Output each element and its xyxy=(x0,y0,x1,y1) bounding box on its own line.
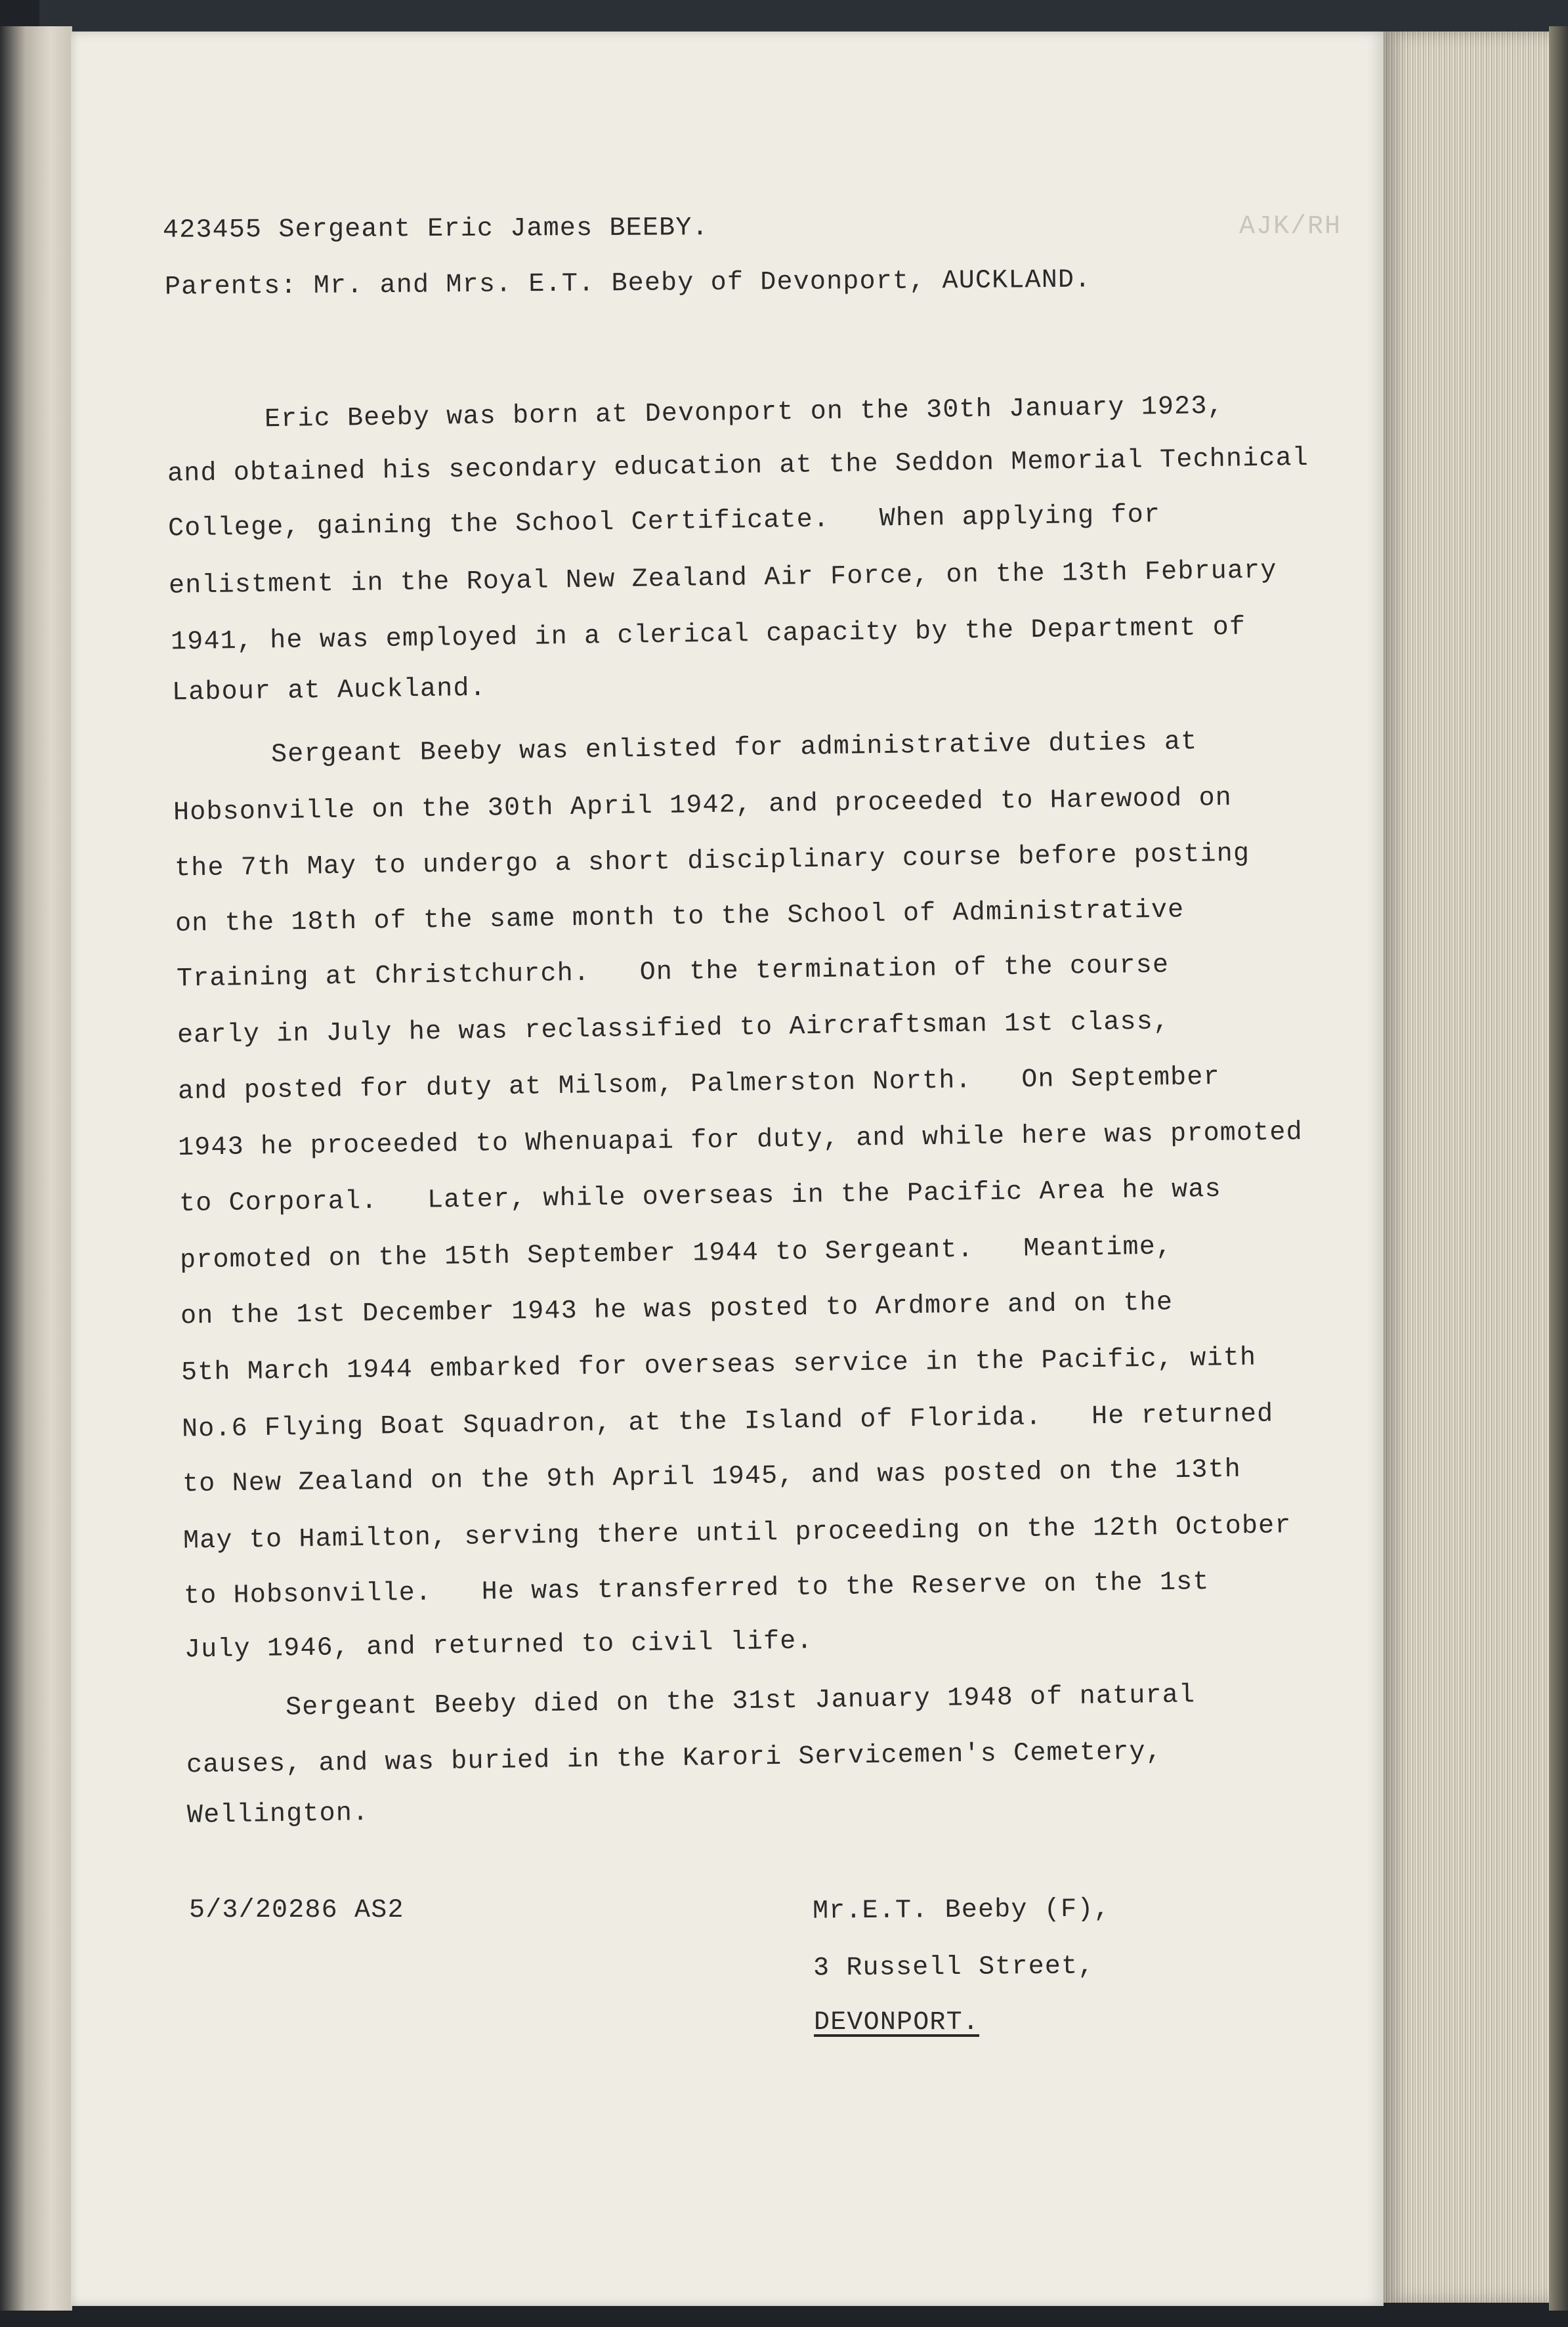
file-reference: 5/3/20286 AS2 xyxy=(189,1896,404,1925)
body-line: to Corporal. Later, while overseas in the Pacific Area he was xyxy=(179,1174,1222,1220)
body-line: 1941, he was employed in a clerical capacity by the Department of xyxy=(170,612,1246,658)
parents-line: Parents: Mr. and Mrs. E.T. Beeby of Devonport, AUCKLAND. xyxy=(164,265,1091,303)
document-page xyxy=(71,32,1384,2306)
body-line: the 7th May to undergo a short disciplinary course before posting xyxy=(174,839,1250,884)
body-line: No.6 Flying Boat Squadron, at the Island of Florida. He returned xyxy=(181,1399,1274,1445)
body-line: to Hobsonville. He was transferred to the Reserve on the 1st xyxy=(183,1568,1210,1612)
body-line: Labour at Auckland. xyxy=(171,673,487,708)
body-line: on the 1st December 1943 he was posted to Ardmore and on the xyxy=(180,1288,1174,1332)
body-line: causes, and was buried in the Karori Servicemen's Cemetery, xyxy=(186,1737,1163,1781)
body-line: on the 18th of the same month to the School of Administrative xyxy=(175,895,1185,939)
body-line: 5th March 1944 embarked for overseas service in the Pacific, with xyxy=(180,1343,1257,1388)
body-line: College, gaining the School Certificate. When applying for xyxy=(167,500,1161,544)
body-line: and posted for duty at Milsom, Palmerston North. On September xyxy=(177,1062,1221,1107)
address-street: 3 Russell Street, xyxy=(813,1952,1095,1984)
body-line: Training at Christchurch. On the termination of the course xyxy=(176,950,1170,994)
body-line: Hobsonville on the 30th April 1942, and proceeded to Harewood on xyxy=(173,783,1233,828)
left-page-edge xyxy=(0,26,72,2311)
body-line: July 1946, and returned to civil life. xyxy=(184,1627,814,1665)
address-town: DEVONPORT. xyxy=(814,2008,980,2038)
body-line: promoted on the 15th September 1944 to Sergeant. Meantime, xyxy=(179,1232,1173,1276)
body-line: and obtained his secondary education at the Seddon Memorial Technical xyxy=(167,443,1309,490)
service-name-heading: 423455 Sergeant Eric James BEEBY. xyxy=(162,213,709,246)
body-line: 1943 he proceeded to Whenuapai for duty, and while here was promoted xyxy=(177,1118,1303,1163)
body-line: early in July he was reclassified to Aircraftsman 1st class, xyxy=(177,1007,1170,1051)
page-stack xyxy=(1382,32,1568,2303)
address-name: Mr.E.T. Beeby (F), xyxy=(812,1894,1111,1927)
body-line: Sergeant Beeby died on the 31st January 1948 of natural xyxy=(285,1680,1196,1723)
body-line: enlistment in the Royal New Zealand Air Force, on the 13th February xyxy=(168,556,1277,601)
bleed-through-reference: AJK/RH xyxy=(1239,212,1342,242)
body-line: to New Zealand on the 9th April 1945, and was posted on the 13th xyxy=(182,1455,1242,1500)
book-spine-edge xyxy=(1549,26,1568,2311)
body-line: Wellington. xyxy=(186,1799,370,1831)
body-line: May to Hamilton, serving there until proceeding on the 12th October xyxy=(182,1511,1292,1556)
body-line: Sergeant Beeby was enlisted for administrative duties at xyxy=(270,727,1198,770)
body-line: Eric Beeby was born at Devonport on the 30th January 1923, xyxy=(264,391,1225,435)
